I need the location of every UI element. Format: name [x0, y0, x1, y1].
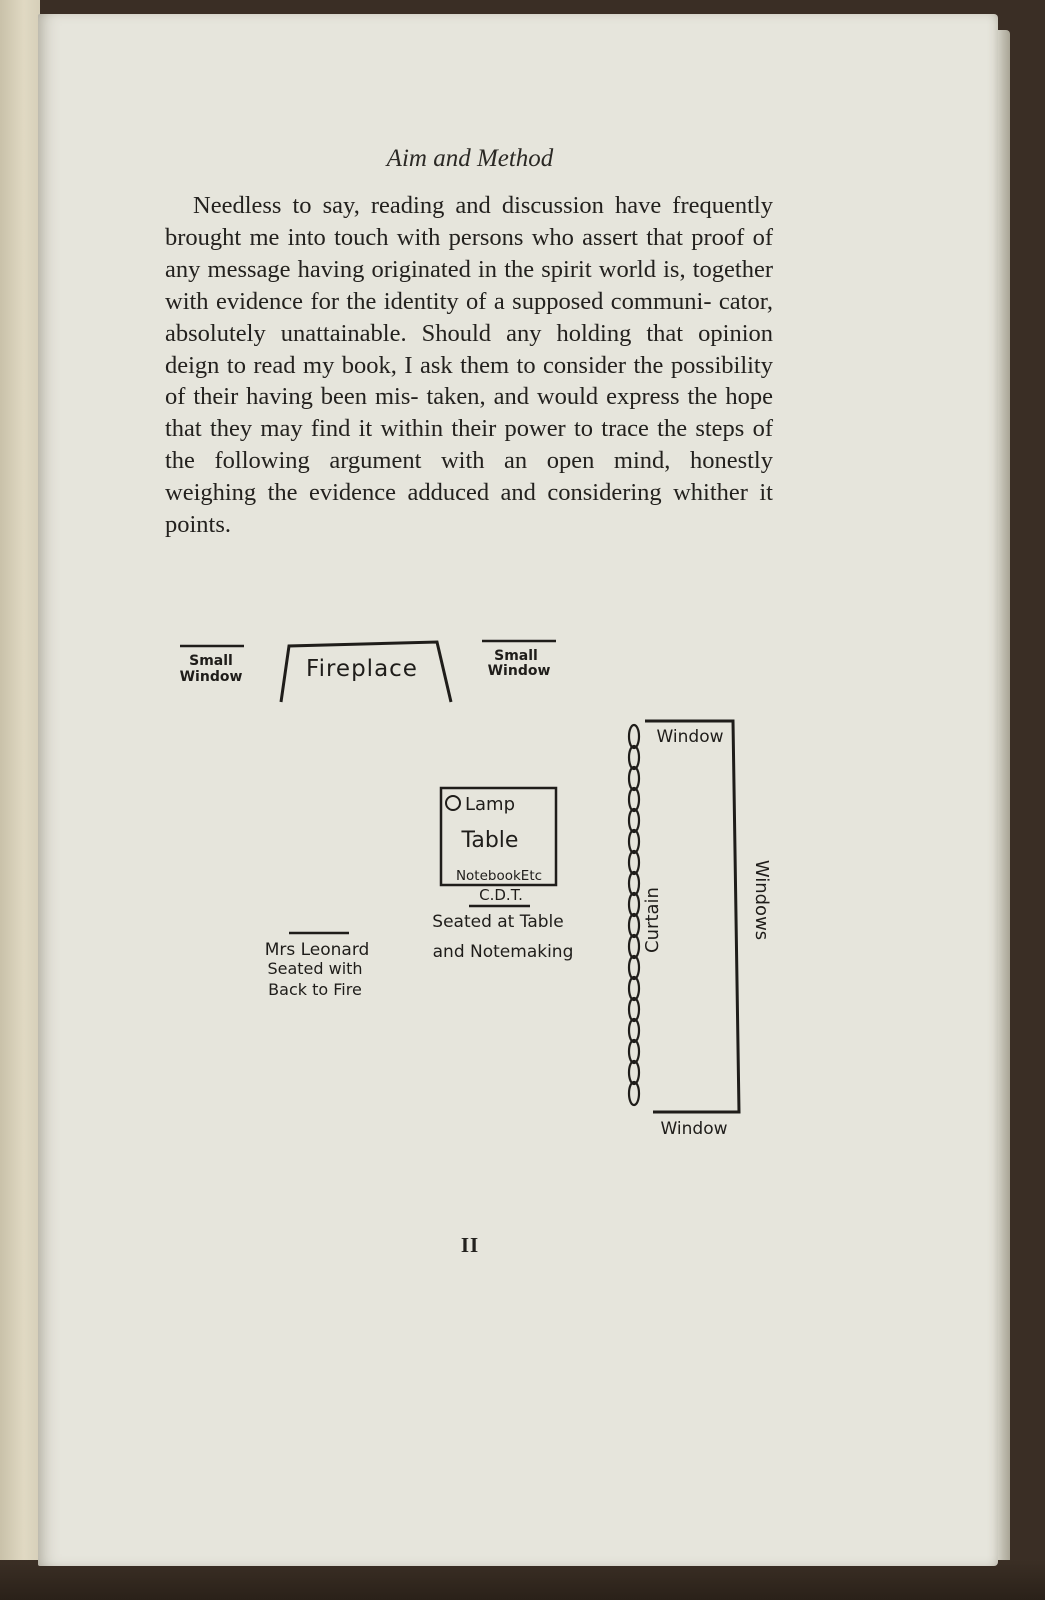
curtain-link	[629, 809, 639, 832]
small-window-right-label-2: Window	[487, 663, 551, 679]
small-window-left-label-1: Small	[189, 653, 233, 669]
mrs-leonard-label: Mrs Leonard	[264, 940, 370, 960]
curtain-link	[629, 1040, 639, 1063]
window-bottom-label: Window	[660, 1119, 728, 1139]
curtain-link	[629, 1082, 639, 1105]
curtain-link	[629, 977, 639, 1000]
cdt-notemaking-label: and Notemaking	[432, 942, 574, 962]
fireplace-label: Fireplace	[306, 656, 418, 682]
page-number: II	[460, 1233, 480, 1257]
window-top-label: Window	[656, 727, 724, 747]
curtain-link	[629, 1019, 639, 1042]
body-paragraph: Needless to say, reading and discussion have frequently brought me into touch with persons who assert that proof of any message having originated in the spirit world is, together with evidence for the identity of a supposed communi- cator, absolutely unattainable. Should any holding that opinion deign to read my book, I ask them to consider the possibility of their having been mis- taken, and would express the hope that they may find it within their power to trace the steps of the following argument with an open mind, honestly weighing the evidence adduced and considering whither it points.	[165, 192, 773, 539]
running-head: Aim and Method	[386, 145, 554, 172]
curtain-label: Curtain	[642, 887, 663, 953]
curtain-link	[629, 872, 639, 895]
curtain-link	[629, 956, 639, 979]
curtain-link	[629, 935, 639, 958]
curtain-link	[629, 788, 639, 811]
notebook-label: NotebookEtc	[455, 868, 543, 884]
lamp-circle	[446, 796, 460, 810]
curtain-chain	[629, 725, 639, 1105]
curtain-link	[629, 914, 639, 937]
curtain-link	[629, 746, 639, 769]
cdt-label: C.D.T.	[479, 886, 523, 904]
curtain-link	[629, 1061, 639, 1084]
curtain-link	[629, 851, 639, 874]
small-window-left-label-2: Window	[179, 669, 243, 685]
curtain-link	[629, 893, 639, 916]
curtain-link	[629, 725, 639, 748]
lamp-label: Lamp	[465, 794, 516, 815]
cdt-seated-label: Seated at Table	[432, 912, 564, 932]
curtain-link	[629, 998, 639, 1021]
table-label: Table	[461, 828, 519, 853]
curtain-link	[629, 830, 639, 853]
small-window-right-label-1: Small	[494, 648, 538, 664]
windows-side-label: Windows	[751, 859, 772, 941]
mrs-leonard-back-label: Back to Fire	[268, 980, 362, 999]
curtain-link	[629, 767, 639, 790]
mrs-leonard-seated-label: Seated with	[267, 959, 363, 978]
